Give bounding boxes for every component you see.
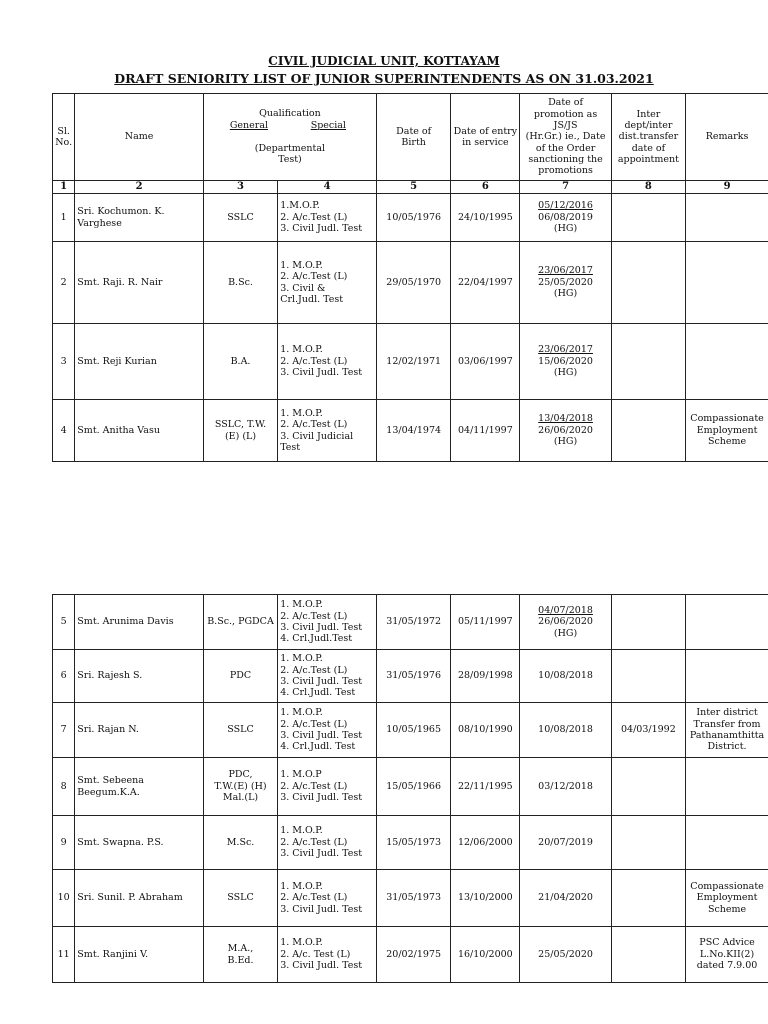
col-number: 8 (611, 181, 685, 194)
promotion-date: 10/08/2018 (538, 724, 593, 736)
general-qualification-cell: B.A. (203, 324, 277, 400)
table-row (53, 194, 768, 242)
table-row (53, 816, 768, 870)
general-qualification-cell: SSLC, T.W. (E) (L) (203, 400, 277, 462)
promotion-date-cell (520, 324, 611, 400)
special-qualification-cell: 1. M.O.P. 2. A/c.Test (L) 3. Civil Judl. Test (278, 870, 377, 927)
header-general: General (229, 119, 269, 131)
promotion-date-underlined: 13/04/2018 (538, 413, 593, 425)
dob-cell: 10/05/1976 (376, 194, 450, 242)
table-row (53, 595, 768, 650)
sl-cell: 7 (53, 703, 75, 758)
transfer-date-cell (611, 324, 685, 400)
dob-cell: 31/05/1976 (376, 650, 450, 703)
promotion-date-cell (520, 758, 611, 816)
sl-cell: 9 (53, 816, 75, 870)
col-number: 6 (451, 181, 520, 194)
name-cell: Sri. Rajesh S. (75, 650, 204, 703)
promotion-date-underlined: 23/06/2017 (538, 344, 593, 356)
table-row (53, 758, 768, 816)
entry-date-cell: 12/06/2000 (451, 816, 520, 870)
transfer-date-cell (611, 194, 685, 242)
promotion-date-cell (520, 595, 611, 650)
table-row (53, 324, 768, 400)
special-qualification-cell: 1. M.O.P. 2. A/c. Test (L) 3. Civil Judl. Test (278, 927, 377, 983)
entry-date-cell: 24/10/1995 (451, 194, 520, 242)
promotion-date-underlined: 05/12/2016 (538, 200, 593, 212)
promotion-date: 25/05/2020 (HG) (538, 276, 593, 300)
special-qualification-cell: 1.M.O.P. 2. A/c.Test (L) 3. Civil Judl. Test (278, 194, 377, 242)
sl-cell: 4 (53, 400, 75, 462)
seniority-table-part2 (52, 594, 768, 983)
remarks-cell (686, 595, 768, 650)
general-qualification-cell: PDC (203, 650, 277, 703)
header-sl: Sl. No. (53, 94, 75, 181)
dob-cell: 31/05/1972 (376, 595, 450, 650)
transfer-date-cell (611, 927, 685, 983)
remarks-cell (686, 324, 768, 400)
promotion-date: 20/07/2019 (538, 836, 593, 848)
dob-cell: 15/05/1973 (376, 816, 450, 870)
entry-date-cell: 05/11/1997 (451, 595, 520, 650)
promotion-date: 15/06/2020 (HG) (538, 355, 593, 379)
name-cell: Smt. Anitha Vasu (75, 400, 204, 462)
transfer-date-cell (611, 242, 685, 324)
sl-cell: 11 (53, 927, 75, 983)
header-dob: Date of Birth (376, 94, 450, 181)
sl-cell: 8 (53, 758, 75, 816)
table-row (53, 870, 768, 927)
header-qualification-label: Qualification (259, 108, 321, 120)
sl-cell: 3 (53, 324, 75, 400)
promotion-date-cell (520, 703, 611, 758)
promotion-date-underlined: 04/07/2018 (538, 604, 593, 616)
special-qualification-cell: 1. M.O.P. 2. A/c.Test (L) 3. Civil Judl. Test 4. Crl.Judl. Test (278, 650, 377, 703)
table-row (53, 400, 768, 462)
dob-cell: 12/02/1971 (376, 324, 450, 400)
name-cell: Smt. Arunima Davis (75, 595, 204, 650)
promotion-date-cell (520, 927, 611, 983)
transfer-date-cell (611, 870, 685, 927)
general-qualification-cell: PDC, T.W.(E) (H) Mal.(L) (203, 758, 277, 816)
promotion-date: 03/12/2018 (538, 780, 593, 792)
promotion-date: 10/08/2018 (538, 670, 593, 682)
special-qualification-cell: 1. M.O.P. 2. A/c.Test (L) 3. Civil Judl. Test (278, 816, 377, 870)
remarks-cell (686, 650, 768, 703)
column-number-row (53, 181, 768, 194)
transfer-date-cell (611, 758, 685, 816)
promotion-date: 21/04/2020 (538, 892, 593, 904)
header-promotion: Date of promotion as JS/JS (Hr.Gr.) ie., Date of the Order sanctioning the promotions (520, 94, 611, 181)
table-row (53, 650, 768, 703)
table-row (53, 703, 768, 758)
header-departmental: (Departmental Test) (254, 143, 326, 166)
col-number: 1 (53, 181, 75, 194)
dob-cell: 13/04/1974 (376, 400, 450, 462)
table-row (53, 927, 768, 983)
name-cell: Sri. Rajan N. (75, 703, 204, 758)
general-qualification-cell: B.Sc., PGDCA (203, 595, 277, 650)
promotion-date-cell (520, 650, 611, 703)
transfer-date-cell (611, 650, 685, 703)
document-title: CIVIL JUDICIAL UNIT, KOTTAYAM (268, 54, 500, 68)
name-cell: Sri. Sunil. P. Abraham (75, 870, 204, 927)
remarks-cell: Compassionate Employment Scheme (686, 400, 768, 462)
transfer-date-cell: 04/03/1992 (611, 703, 685, 758)
remarks-cell (686, 242, 768, 324)
col-number: 2 (75, 181, 204, 194)
dob-cell: 29/05/1970 (376, 242, 450, 324)
promotion-date-cell (520, 870, 611, 927)
promotion-date-cell (520, 816, 611, 870)
sl-cell: 1 (53, 194, 75, 242)
special-qualification-cell: 1. M.O.P. 2. A/c.Test (L) 3. Civil Judl. Test (278, 324, 377, 400)
promotion-date-cell (520, 400, 611, 462)
entry-date-cell: 13/10/2000 (451, 870, 520, 927)
entry-date-cell: 16/10/2000 (451, 927, 520, 983)
header-transfer: Inter dept/inter dist.transfer date of appointment (611, 94, 685, 181)
remarks-cell: Compassionate Employment Scheme (686, 870, 768, 927)
header-qualification (203, 94, 376, 181)
promotion-date-underlined: 23/06/2017 (538, 265, 593, 277)
header-name: Name (75, 94, 204, 181)
document-subtitle: DRAFT SENIORITY LIST OF JUNIOR SUPERINTENDENTS AS ON 31.03.2021 (114, 71, 654, 86)
remarks-cell (686, 816, 768, 870)
name-cell: Smt. Ranjini V. (75, 927, 204, 983)
entry-date-cell: 22/11/1995 (451, 758, 520, 816)
sl-cell: 10 (53, 870, 75, 927)
entry-date-cell: 03/06/1997 (451, 324, 520, 400)
dob-cell: 20/02/1975 (376, 927, 450, 983)
general-qualification-cell: M.Sc. (203, 816, 277, 870)
promotion-date-cell (520, 242, 611, 324)
promotion-date: 26/06/2020 (HG) (538, 424, 593, 448)
header-entry: Date of entry in service (451, 94, 520, 181)
col-number: 7 (520, 181, 611, 194)
transfer-date-cell (611, 816, 685, 870)
entry-date-cell: 04/11/1997 (451, 400, 520, 462)
special-qualification-cell: 1. M.O.P. 2. A/c.Test (L) 3. Civil Judl. Test 4. Crl.Judl.Test (278, 595, 377, 650)
remarks-cell: PSC Advice L.No.KII(2) dated 7.9.00 (686, 927, 768, 983)
transfer-date-cell (611, 400, 685, 462)
name-cell: Smt. Reji Kurian (75, 324, 204, 400)
entry-date-cell: 22/04/1997 (451, 242, 520, 324)
general-qualification-cell: B.Sc. (203, 242, 277, 324)
table-row (53, 242, 768, 324)
sl-cell: 6 (53, 650, 75, 703)
col-number: 3 (203, 181, 277, 194)
transfer-date-cell (611, 595, 685, 650)
promotion-date: 26/06/2020 (HG) (538, 616, 593, 639)
remarks-cell (686, 194, 768, 242)
sl-cell: 2 (53, 242, 75, 324)
special-qualification-cell: 1. M.O.P 2. A/c.Test (L) 3. Civil Judl. Test (278, 758, 377, 816)
col-number: 9 (686, 181, 768, 194)
dob-cell: 15/05/1966 (376, 758, 450, 816)
general-qualification-cell: M.A., B.Ed. (203, 927, 277, 983)
special-qualification-cell: 1. M.O.P. 2. A/c.Test (L) 3. Civil Judl. Test 4. Crl.Judl. Test (278, 703, 377, 758)
promotion-date-cell (520, 194, 611, 242)
header-row (53, 94, 768, 181)
entry-date-cell: 08/10/1990 (451, 703, 520, 758)
header-special: Special (310, 119, 346, 131)
header-remarks: Remarks (686, 94, 768, 181)
general-qualification-cell: SSLC (203, 870, 277, 927)
name-cell: Sri. Kochumon. K. Varghese (75, 194, 204, 242)
name-cell: Smt. Swapna. P.S. (75, 816, 204, 870)
entry-date-cell: 28/09/1998 (451, 650, 520, 703)
sl-cell: 5 (53, 595, 75, 650)
promotion-date: 25/05/2020 (538, 948, 593, 960)
general-qualification-cell: SSLC (203, 703, 277, 758)
promotion-date: 06/08/2019 (HG) (538, 211, 593, 235)
seniority-table-part1 (52, 93, 768, 462)
col-number: 5 (376, 181, 450, 194)
remarks-cell (686, 758, 768, 816)
special-qualification-cell: 1. M.O.P. 2. A/c.Test (L) 3. Civil Judicial Test (278, 400, 377, 462)
name-cell: Smt. Raji. R. Nair (75, 242, 204, 324)
special-qualification-cell: 1. M.O.P. 2. A/c.Test (L) 3. Civil & Crl.Judl. Test (278, 242, 377, 324)
remarks-cell: Inter district Transfer from Pathanamthitta District. (686, 703, 768, 758)
name-cell: Smt. Sebeena Beegum.K.A. (75, 758, 204, 816)
col-number: 4 (278, 181, 377, 194)
general-qualification-cell: SSLC (203, 194, 277, 242)
dob-cell: 31/05/1973 (376, 870, 450, 927)
dob-cell: 10/05/1965 (376, 703, 450, 758)
